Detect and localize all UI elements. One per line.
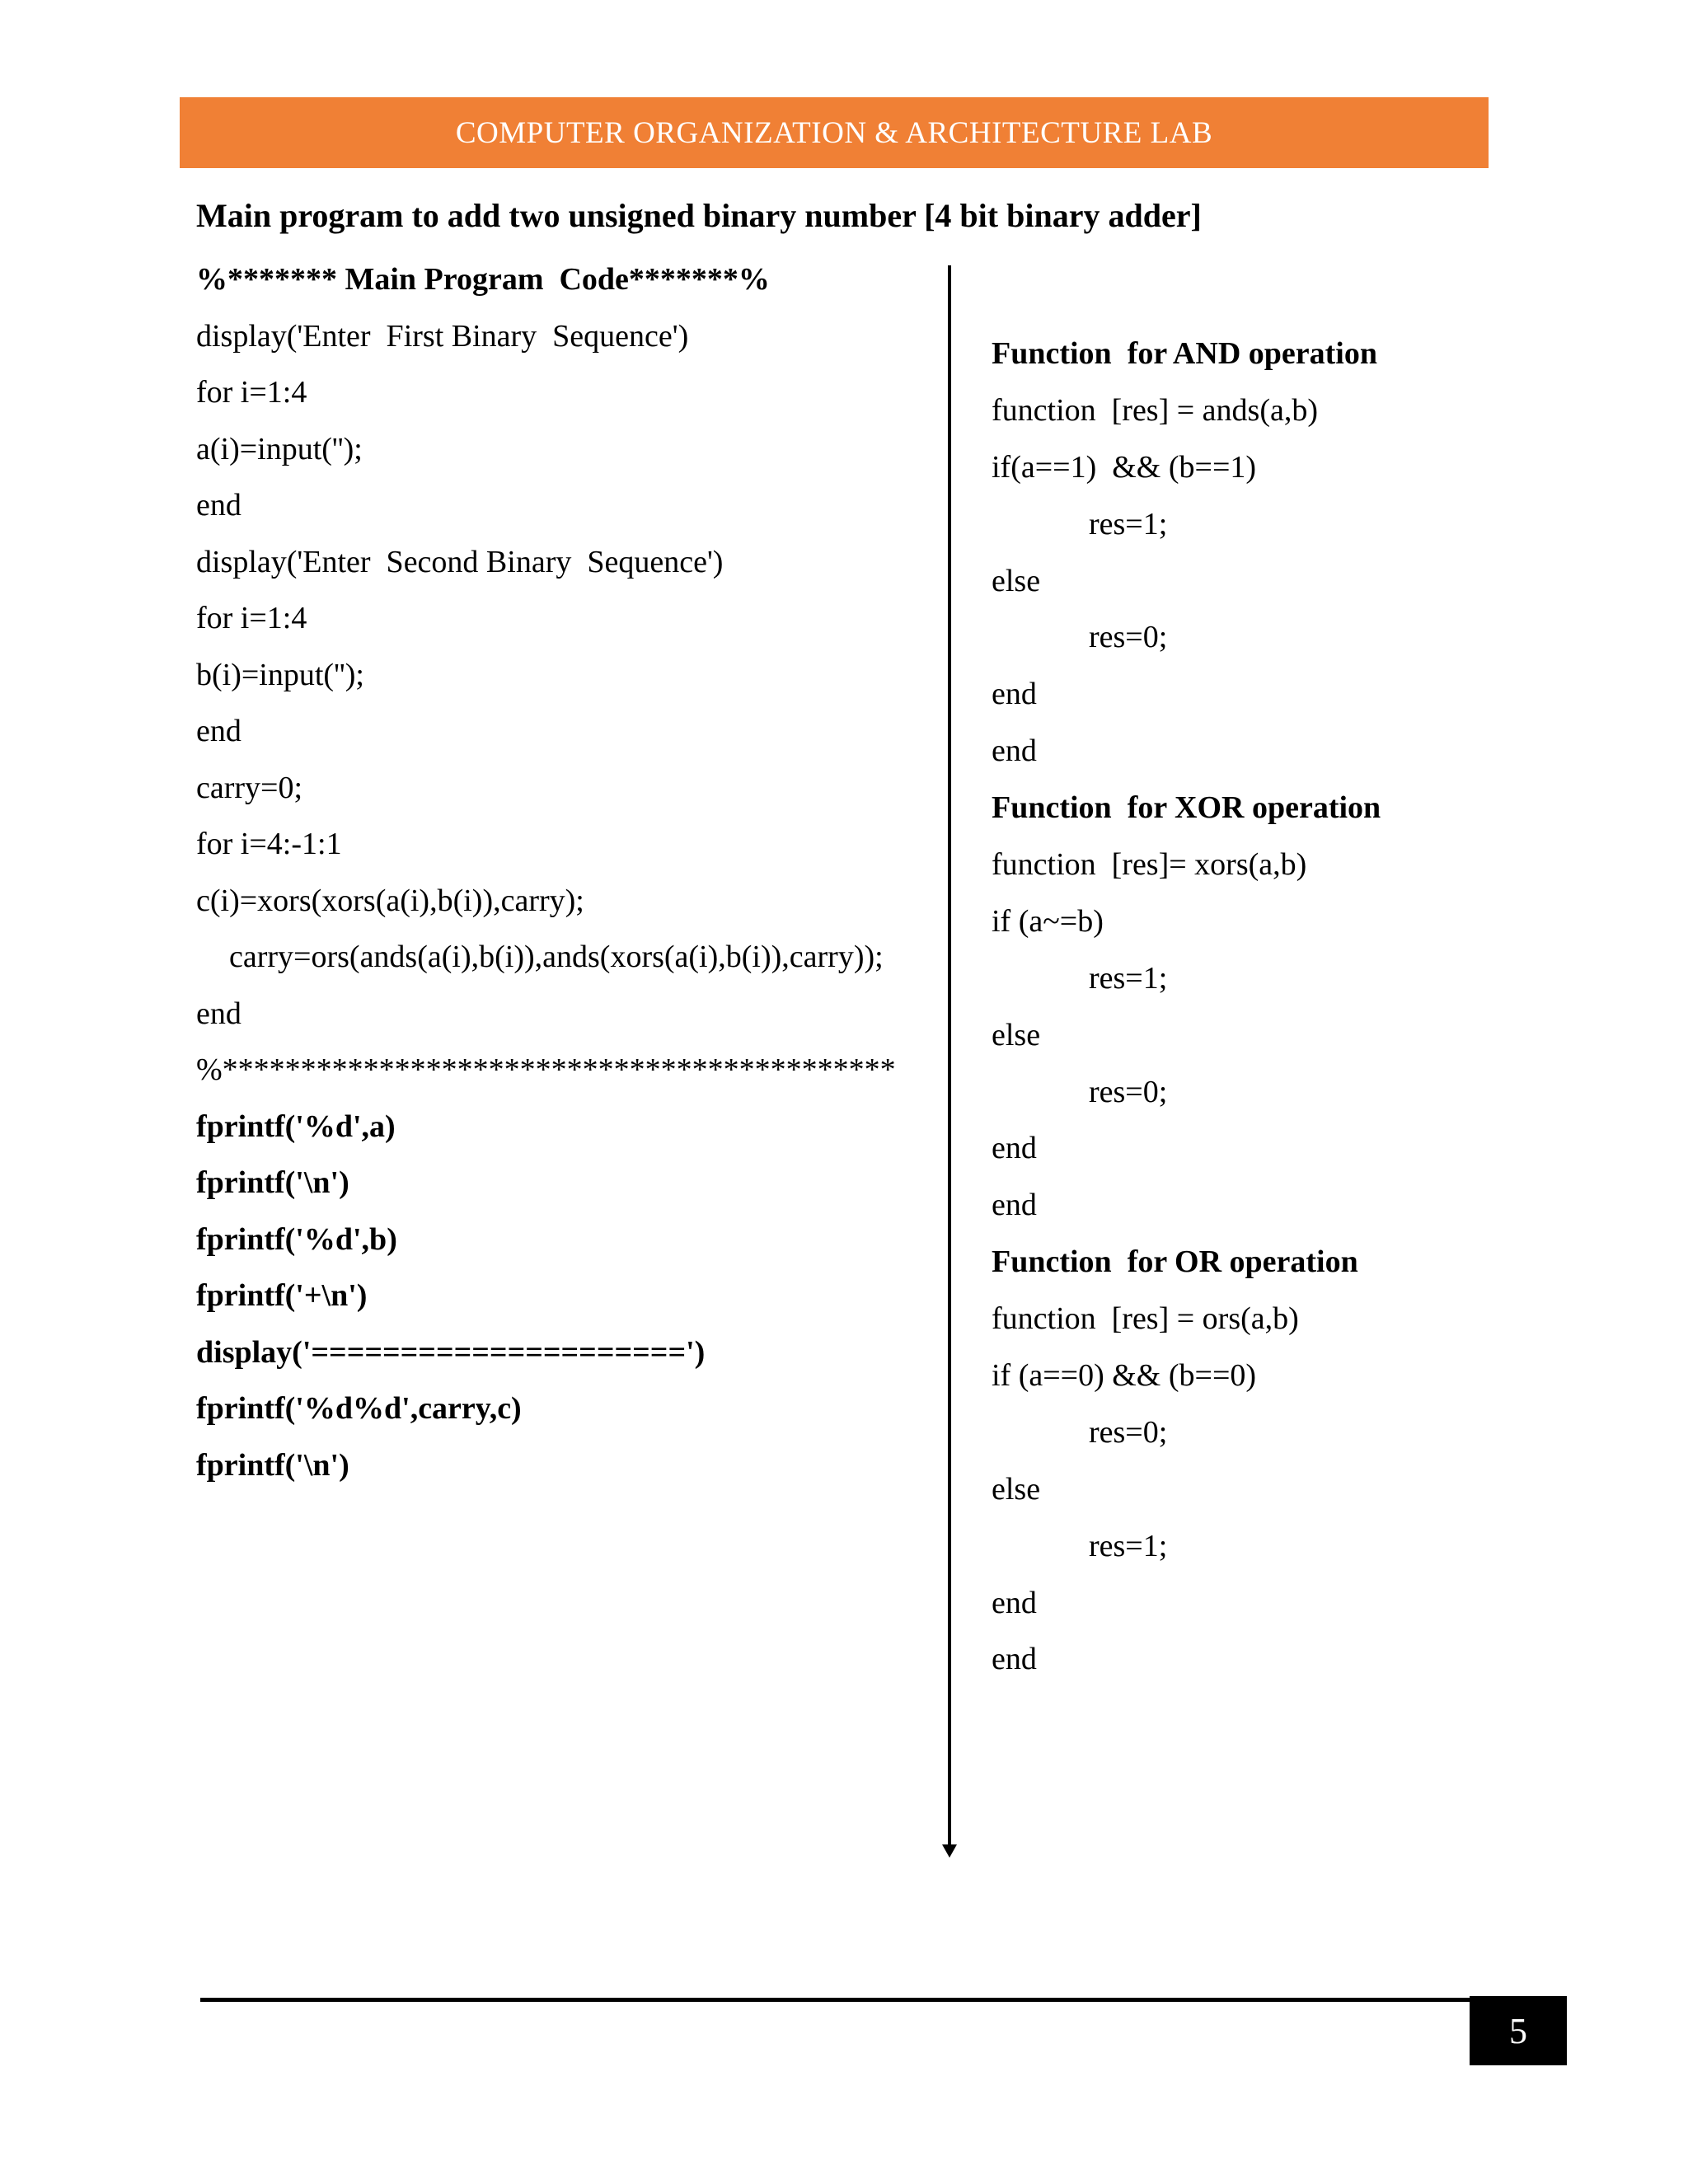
code-line: res=1; xyxy=(1089,506,1168,541)
code-line: fprintf('%d',a) xyxy=(196,1108,396,1144)
code-line: end xyxy=(196,714,241,748)
code-line: if (a==0) && (b==0) xyxy=(992,1358,1257,1394)
code-line: else xyxy=(992,1017,1041,1052)
code-line: b(i)=input(''); xyxy=(196,657,364,692)
code-line: end xyxy=(992,1585,1037,1620)
code-line: display('Enter Second Binary Sequence') xyxy=(196,544,724,579)
footer-rule xyxy=(200,1998,1470,2002)
code-line: res=1; xyxy=(1089,1528,1168,1563)
code-line: for i=1:4 xyxy=(196,601,307,635)
page-number: 5 xyxy=(1509,2010,1527,2051)
main-program-code xyxy=(196,251,938,1493)
code-line: display('=====================') xyxy=(196,1334,706,1370)
column-divider-arrow xyxy=(948,265,951,1848)
code-line: %******************************************* xyxy=(196,1052,896,1087)
code-line: else xyxy=(992,563,1041,598)
section-heading: Main program to add two unsigned binary number [4 bit binary adder] xyxy=(196,197,1202,234)
function-heading-or: Function for OR operation xyxy=(992,1244,1358,1280)
code-line: fprintf('+\n') xyxy=(196,1278,368,1313)
code-line: end xyxy=(992,1131,1037,1166)
code-line: c(i)=xors(xors(a(i),b(i)),carry); xyxy=(196,883,584,918)
code-line: carry=ors(ands(a(i),b(i)),ands(xors(a(i),b(i)),carry)); xyxy=(229,940,884,974)
code-line: else xyxy=(992,1471,1041,1507)
page-number-box xyxy=(1470,1996,1567,2065)
code-line: res=1; xyxy=(1089,960,1168,996)
code-line: %******* Main Program Code*******% xyxy=(196,262,770,297)
code-line: res=0; xyxy=(1089,620,1168,655)
code-line: fprintf('\n') xyxy=(196,1165,349,1200)
code-line: a(i)=input(''); xyxy=(196,431,363,466)
code-line: end xyxy=(196,488,241,523)
code-line: if(a==1) && (b==1) xyxy=(992,449,1257,485)
code-line: function [res] = ands(a,b) xyxy=(992,392,1319,428)
function-heading-xor: Function for XOR operation xyxy=(992,790,1381,826)
code-line: for i=1:4 xyxy=(196,375,307,410)
code-line: carry=0; xyxy=(196,770,303,805)
code-line: fprintf('%d%d',carry,c) xyxy=(196,1391,522,1426)
code-line: end xyxy=(992,677,1037,712)
code-line: end xyxy=(992,1642,1037,1677)
function-heading-and: Function for AND operation xyxy=(992,336,1377,371)
function-definitions xyxy=(992,326,1527,1688)
code-line: res=0; xyxy=(1089,1074,1168,1109)
code-line: display('Enter First Binary Sequence') xyxy=(196,318,689,354)
header-bar xyxy=(180,97,1489,168)
code-line: end xyxy=(196,996,241,1031)
code-line: function [res] = ors(a,b) xyxy=(992,1301,1299,1337)
code-line: function [res]= xors(a,b) xyxy=(992,847,1307,883)
header-title: COMPUTER ORGANIZATION & ARCHITECTURE LAB xyxy=(455,115,1213,150)
arrow-head-icon xyxy=(942,1844,957,1858)
code-line: fprintf('\n') xyxy=(196,1447,349,1483)
code-line: end xyxy=(992,1188,1037,1223)
code-line: end xyxy=(992,733,1037,769)
code-line: fprintf('%d',b) xyxy=(196,1221,397,1257)
code-line: for i=4:-1:1 xyxy=(196,827,342,861)
code-line: if (a~=b) xyxy=(992,903,1104,939)
code-line: res=0; xyxy=(1089,1414,1168,1450)
